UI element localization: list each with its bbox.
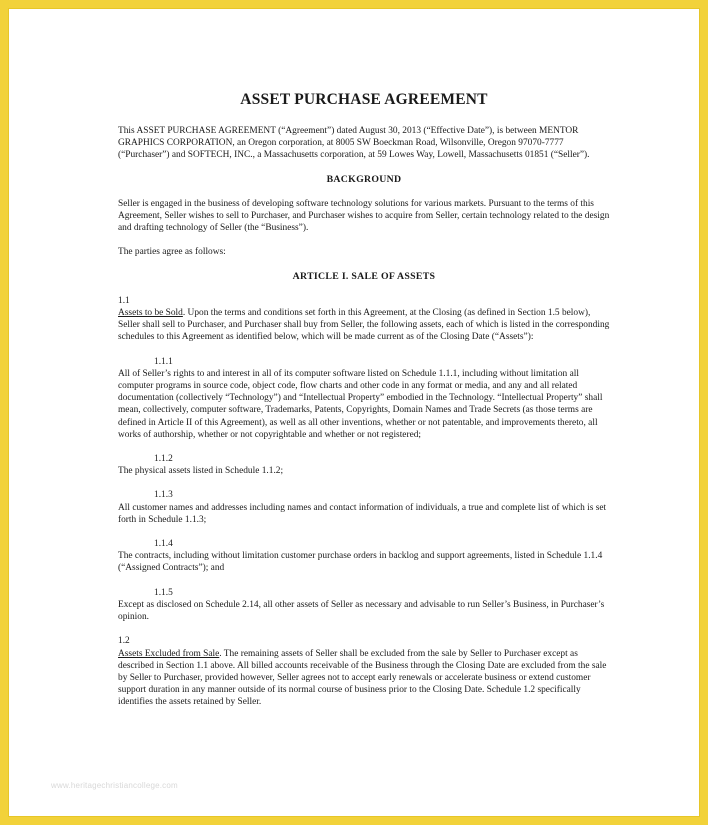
subsection-text: The contracts, including without limitation customer purchase orders in backlog and support agreements, listed in Schedule 1.1.4 (“Assigned Contracts”); and bbox=[118, 551, 603, 574]
subsection-text: All of Seller’s rights to and interest in all of its computer software listed on Schedule 1.1.1, including without limitation all computer programs in source code, object code, flow charts and other code in any format or media, and any and all related documentation (collectively “Technology”) and “Intellectual Property” embodied in the Technology. “Intellectual Property” shall mean, collectively, computer software, Trademarks, Patents, Copyrights, Domain Names and Trade Secrets (as those terms are defined in Article II of this Agreement), as well as all other inventions, whether or not patentable, and improvements thereto, all works of authorship, whether or not copyrightable and whether or not registered; bbox=[118, 368, 603, 440]
background-paragraph: Seller is engaged in the business of developing software technology solutions for various markets. Pursuant to the terms of this Agreement, Seller wishes to sell to Purchaser, and Purchaser wishes to acquire from Seller, certain technology related to the design and drafting technology of Seller (the “Business”). bbox=[118, 198, 610, 234]
document-page bbox=[8, 8, 700, 817]
subsection-text: All customer names and addresses including names and contact information of individuals, a true and complete list of which is set forth in Schedule 1.1.3; bbox=[118, 502, 607, 525]
section-number: 1.1 bbox=[118, 295, 130, 306]
subsection-number: 1.1.4 bbox=[154, 539, 173, 550]
background-heading: BACKGROUND bbox=[326, 173, 402, 185]
section-number: 1.2 bbox=[118, 636, 130, 647]
section-paragraph bbox=[118, 648, 610, 709]
spacer bbox=[118, 344, 610, 356]
section-title: Assets Excluded from Sale bbox=[118, 648, 220, 659]
document-body bbox=[118, 91, 610, 709]
subsection-number: 1.1.3 bbox=[154, 490, 173, 501]
spacer bbox=[118, 526, 610, 538]
document-title: ASSET PURCHASE AGREEMENT bbox=[240, 91, 488, 108]
watermark: www.heritagechristiancollege.com bbox=[51, 781, 178, 790]
spacer bbox=[118, 234, 610, 246]
intro-paragraph: This ASSET PURCHASE AGREEMENT (“Agreement”) dated August 30, 2013 (“Effective Date”), is between MENTOR GRAPHICS CORPORATION, an Oregon corporation, at 8005 SW Boeckman Road, Wilsonville, Oregon 97070-7777 (“Purchaser”) and SOFTECH, INC., a Massachusetts corporation, at 59 Lowes Way, Lowell, Massachusetts 01851 (“Seller”). bbox=[118, 126, 590, 161]
section-text: . Upon the terms and conditions set forth in this Agreement, at the Closing (as defined in Section 1.5 below), Seller shall sell to Purchaser, and Purchaser shall buy from Seller, the following assets, each of which is listed in the corresponding schedules to this Agreement as identified below, which will be made current as of the Closing Date (“Assets”): bbox=[118, 308, 610, 343]
subsection-number: 1.1.5 bbox=[154, 587, 173, 598]
subsection-number: 1.1.2 bbox=[154, 454, 173, 465]
section-text: . The remaining assets of Seller shall be excluded from the sale by Seller to Purchaser except as described in Section 1.1 above. All billed accounts receivable of the Business through the Closing Date are excluded from the sale by Seller to Purchaser, provided however, Seller agrees not to accept early renewals or accelerate business or extend customer support duration in any manner outside of its normal course of business prior to the Closing Date. Schedule 1.2 specifically identifies the assets retained by Seller. bbox=[118, 648, 607, 708]
subsection-text: The physical assets listed in Schedule 1.1.2; bbox=[118, 466, 284, 477]
article-heading: ARTICLE I. SALE OF ASSETS bbox=[292, 270, 436, 282]
subsection-text: Except as disclosed on Schedule 2.14, all other assets of Seller as necessary and advisable to run Seller’s Business, in Purchaser’s opinion. bbox=[118, 599, 605, 623]
spacer bbox=[118, 441, 610, 453]
spacer bbox=[118, 623, 610, 635]
spacer bbox=[118, 477, 610, 489]
parties-agree-text: The parties agree as follows: bbox=[118, 247, 226, 258]
spacer bbox=[118, 575, 610, 587]
subsection-number: 1.1.1 bbox=[154, 356, 173, 367]
section-paragraph bbox=[118, 307, 610, 344]
section-title: Assets to be Sold bbox=[118, 308, 183, 319]
